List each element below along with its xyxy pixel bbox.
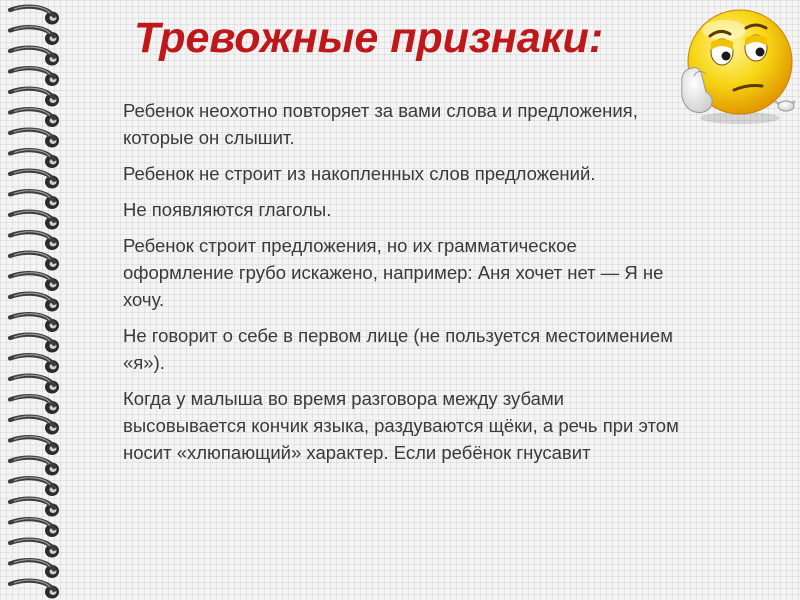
bullet-item	[92, 322, 682, 376]
bullet-text: Ребенок не строит из накопленных слов предложений.	[123, 163, 596, 184]
bullet-item	[92, 97, 682, 151]
bullet-text: Ребенок неохотно повторяет за вами слова и предложения, которые он слышит.	[123, 100, 638, 148]
bullet-text: Ребенок строит предложения, но их грамматическое оформление грубо искажено, например: Аня хочет нет — Я не хочу.	[123, 235, 664, 310]
bullet-item	[92, 196, 682, 223]
bullet-text: Не появляются глаголы.	[123, 199, 332, 220]
thinking-smiley-icon	[676, 6, 798, 128]
bullet-item	[92, 232, 682, 313]
slide-title: Тревожные признаки:	[134, 14, 604, 62]
spiral-binding-icon	[0, 0, 72, 600]
bullet-list	[92, 97, 682, 475]
bullet-item	[92, 385, 682, 466]
bullet-text: Не говорит о себе в первом лице (не пользуется местоимением «я»).	[123, 325, 673, 373]
bullet-text: Когда у малыша во время разговора между зубами высовывается кончик языка, раздуваются щёки, а речь при этом носит «хлюпающий» характер. Если ребёнок гнусавит	[123, 388, 679, 463]
bullet-item	[92, 160, 682, 187]
